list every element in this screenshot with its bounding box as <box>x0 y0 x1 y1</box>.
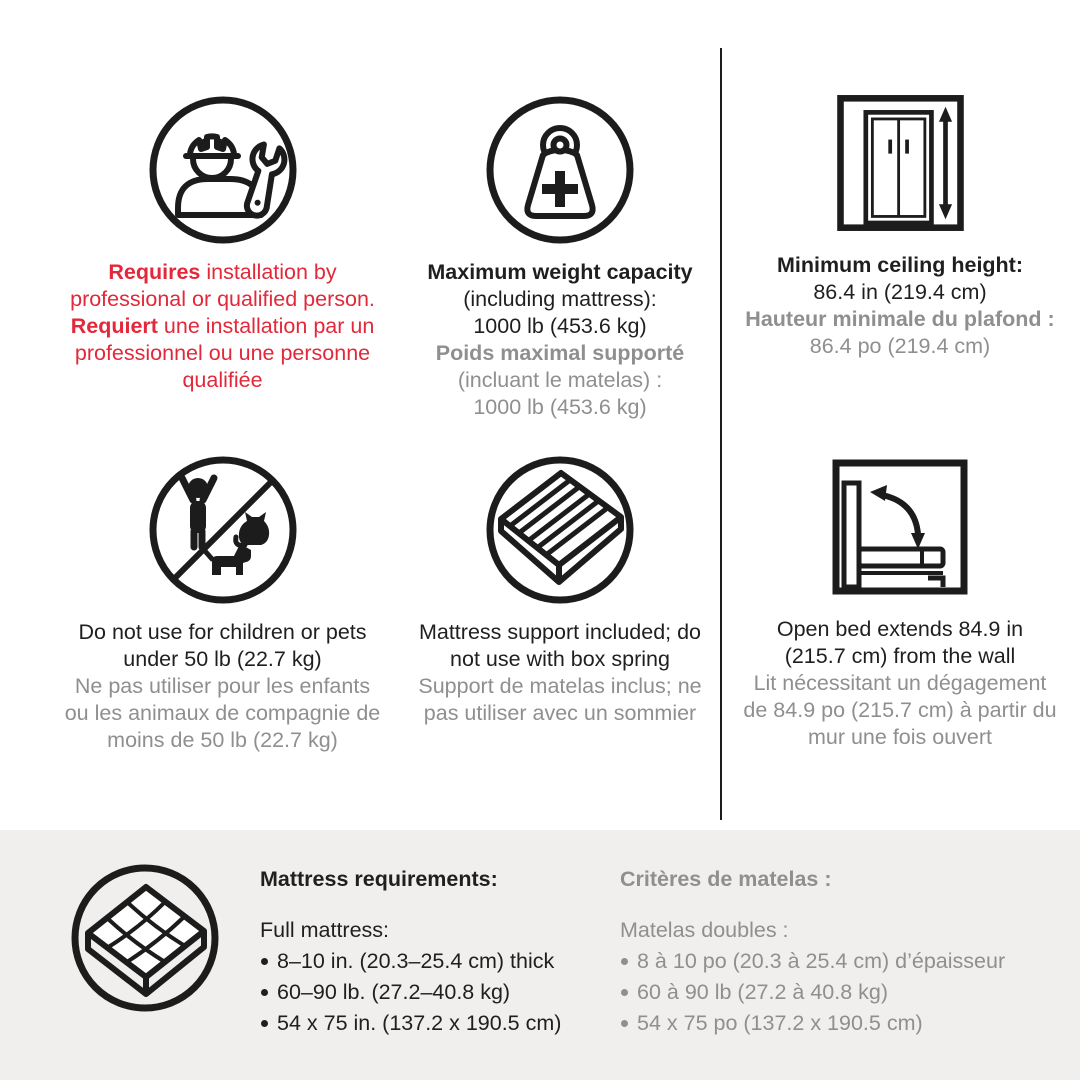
bullet-item <box>620 1008 1005 1039</box>
bullet-dot <box>621 989 628 996</box>
slat-mattress-support-icon <box>485 455 635 605</box>
panel-no-children-pets <box>30 455 415 754</box>
text-line: Poids maximal supporté <box>435 341 685 365</box>
mattress-requirements-en <box>260 866 561 1039</box>
text-line: Do not use for children or pets <box>78 620 367 644</box>
installer-worker-wrench-icon <box>148 95 298 245</box>
vertical-divider <box>720 48 722 820</box>
minimum-ceiling-height-icon <box>830 88 971 238</box>
text-line: 86.4 in (219.4 cm) <box>813 280 987 304</box>
text-line: Maximum weight capacity <box>427 260 693 284</box>
text-line: Open bed extends 84.9 in <box>776 617 1024 641</box>
text-line: professional or qualified person. <box>70 287 375 311</box>
weight-text <box>427 259 692 421</box>
mattress-requirements-fr <box>620 866 1005 1039</box>
text-line: pas utiliser avec un sommier <box>423 701 697 725</box>
installation-text <box>70 259 375 394</box>
text-line <box>70 259 375 286</box>
section-heading: Mattress requirements: <box>260 867 498 891</box>
panel-ceiling-height <box>733 88 1067 360</box>
text-line: qualifiée <box>182 368 263 392</box>
bullet-item <box>620 946 1005 977</box>
children-pets-text <box>65 619 381 754</box>
panel-weight-capacity <box>405 95 715 421</box>
bullet-text: 54 x 75 po (137.2 x 190.5 cm) <box>637 1011 923 1035</box>
open-bed-clearance-icon <box>825 452 975 602</box>
panel-installation <box>30 95 415 394</box>
bullet-text: 8 à 10 po (20.3 à 25.4 cm) d’épaisseur <box>637 949 1006 973</box>
text-line: 86.4 po (219.4 cm) <box>809 334 991 358</box>
text-line: Hauteur minimale du plafond : <box>745 307 1055 331</box>
text-line: 1000 lb (453.6 kg) <box>473 395 647 419</box>
section-heading: Critères de matelas : <box>620 867 832 891</box>
bullet-text: 60 à 90 lb (27.2 à 40.8 kg) <box>637 980 889 1004</box>
ceiling-text <box>745 252 1054 360</box>
weight-capacity-icon <box>485 95 635 245</box>
text-line: Lit nécessitant un dégagement <box>753 671 1047 695</box>
text-line: (including mattress): <box>463 287 657 311</box>
text-line: Ne pas utiliser pour les enfants <box>74 674 371 698</box>
bullet-text: 54 x 75 in. (137.2 x 190.5 cm) <box>277 1011 562 1035</box>
text-line: professionnel ou une personne <box>74 341 371 365</box>
bullet-dot <box>261 1020 268 1027</box>
open-bed-text <box>743 616 1056 751</box>
text-line: Minimum ceiling height: <box>776 253 1024 277</box>
bullet-dot <box>621 958 628 965</box>
text-line: (incluant le matelas) : <box>457 368 663 392</box>
mattress-support-text <box>418 619 701 727</box>
no-children-or-pets-icon <box>148 455 298 605</box>
panel-open-bed <box>733 452 1067 751</box>
line-rest: installation by <box>200 260 337 284</box>
text-line: (215.7 cm) from the wall <box>784 644 1016 668</box>
panel-mattress-support <box>405 455 715 727</box>
text-line: Support de matelas inclus; ne <box>418 674 702 698</box>
bullet-item <box>260 1008 561 1039</box>
bullet-dot <box>261 989 268 996</box>
text-line <box>70 313 375 340</box>
lead-word: Requires <box>108 260 201 284</box>
bullet-text: 8–10 in. (20.3–25.4 cm) thick <box>277 949 555 973</box>
lead-word: Requiert <box>70 314 158 338</box>
bullet-dot <box>261 958 268 965</box>
bullet-item <box>620 977 1005 1008</box>
mattress-icon <box>70 863 220 1013</box>
text-line: under 50 lb (22.7 kg) <box>123 647 322 671</box>
text-line: Mattress support included; do <box>418 620 702 644</box>
text-line: 1000 lb (453.6 kg) <box>473 314 647 338</box>
section-subheading: Matelas doubles : <box>620 918 789 942</box>
text-line: mur une fois ouvert <box>807 725 992 749</box>
text-line: not use with box spring <box>450 647 670 671</box>
bullet-item <box>260 977 561 1008</box>
bullet-dot <box>621 1020 628 1027</box>
text-line: de 84.9 po (215.7 cm) à partir du <box>743 698 1057 722</box>
text-line: moins de 50 lb (22.7 kg) <box>107 728 338 752</box>
bullet-item <box>260 946 561 977</box>
section-subheading: Full mattress: <box>260 918 390 942</box>
text-line: ou les animaux de compagnie de <box>64 701 381 725</box>
bullet-text: 60–90 lb. (27.2–40.8 kg) <box>277 980 511 1004</box>
mattress-requirements-band <box>0 830 1080 1080</box>
line-rest: une installation par un <box>157 314 375 338</box>
